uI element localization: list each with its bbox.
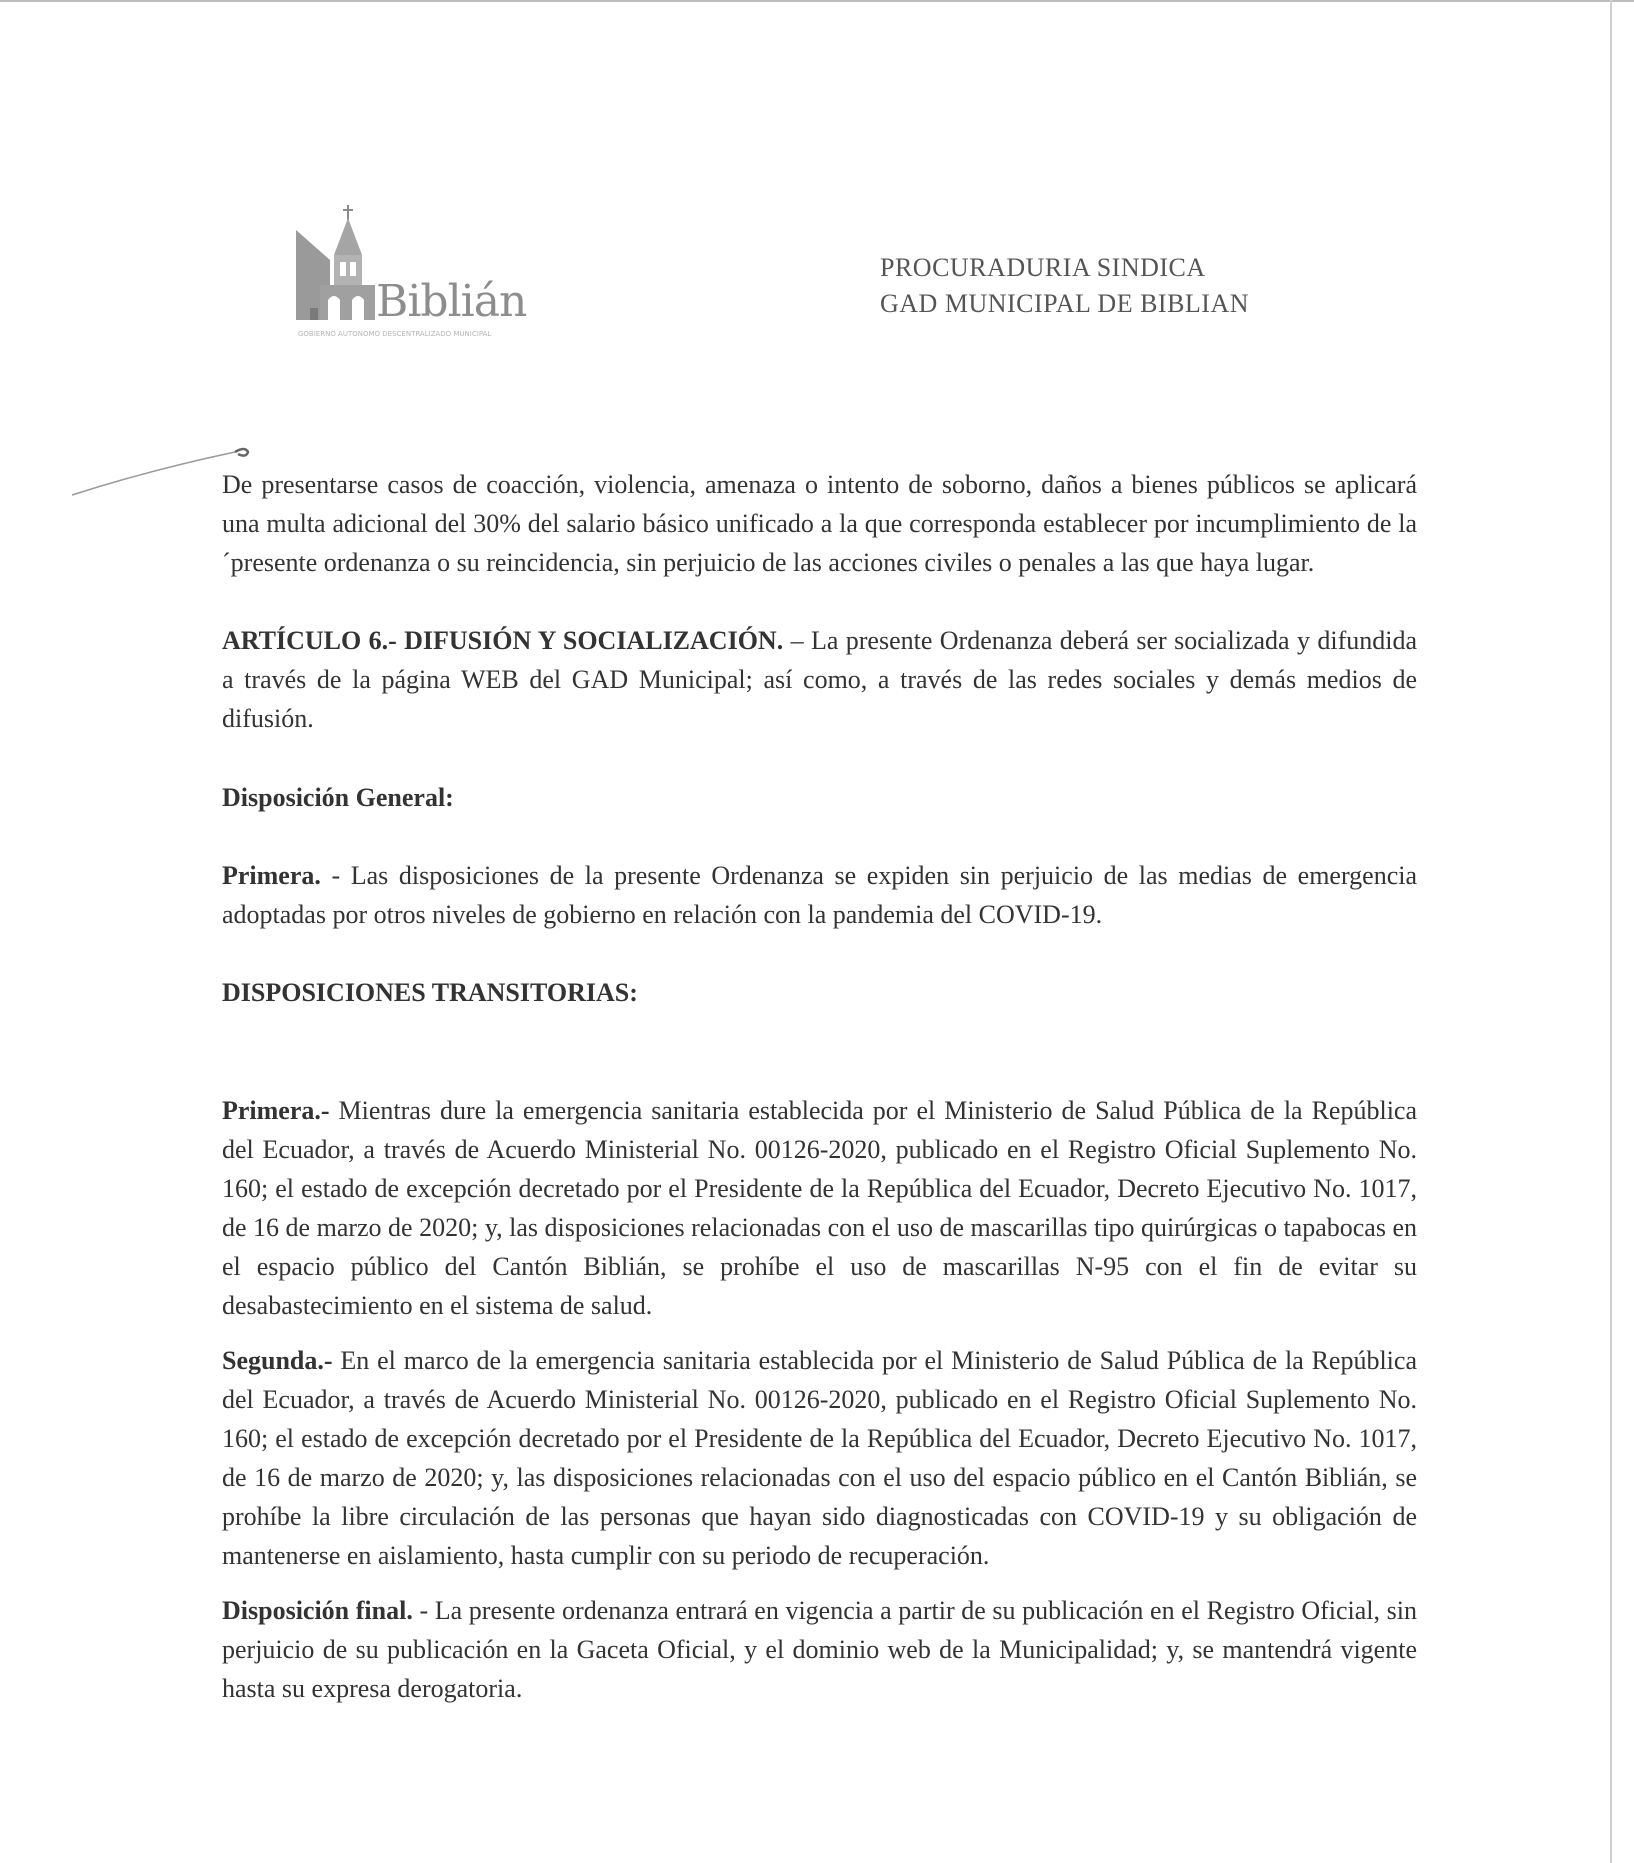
transitional-title: DISPOSICIONES TRANSITORIAS: xyxy=(222,978,638,1007)
article-6 xyxy=(222,621,1417,738)
header-office: PROCURADURIA SINDICA xyxy=(880,253,1206,282)
final-provision-heading: Disposición final. xyxy=(222,1596,413,1625)
final-provision xyxy=(222,1591,1417,1708)
transitional-first xyxy=(222,1091,1417,1325)
article-6-heading: ARTÍCULO 6.- DIFUSIÓN Y SOCIALIZACIÓN. xyxy=(222,626,784,655)
header-institution: GAD MUNICIPAL DE BIBLIAN xyxy=(880,289,1250,318)
transitional-second-heading: Segunda.- xyxy=(222,1346,333,1375)
transitional-first-text: Mientras dure la emergencia sanitaria establecida por el Ministerio de Salud Pública de la República del Ecuador, a través de Acuerdo Ministerial No. 00126-2020, publicado en el Registro Oficial Suplemento No. 160; el estado de excepción decretado por el Presidente de la República del Ecuador, Decreto Ejecutivo No. 1017, de 16 de marzo de 2020; y, las disposiciones relacionadas con el uso de mascarillas tipo quirúrgicas o tapabocas en el espacio público del Cantón Biblián, se prohíbe el uso de mascarillas N-95 con el fin de evitar su desabastecimiento en el sistema de salud. xyxy=(222,1096,1417,1320)
transitional-first-heading: Primera.- xyxy=(222,1096,330,1125)
page-right-edge xyxy=(1610,0,1612,1863)
logo-tagline: GOBIERNO AUTÓNOMO DESCENTRALIZADO MUNICIPAL xyxy=(298,330,492,338)
document-body xyxy=(222,465,1417,1708)
general-first-heading: Primera. xyxy=(222,861,321,890)
transitional-provisions-heading xyxy=(222,973,1417,1012)
page-top-edge xyxy=(0,0,1634,2)
document-header xyxy=(880,250,1249,322)
transitional-second xyxy=(222,1341,1417,1575)
general-first-text: - Las disposiciones de la presente Ordenanza se expiden sin perjuicio de las medias de emergencia adoptadas por otros niveles de gobierno en relación con la pandemia del COVID-19. xyxy=(222,861,1417,929)
article-6-text: – La presente Ordenanza deberá ser socializada y difundida a través de la página WEB del GAD Municipal; así como, a través de las redes sociales y demás medios de difusión. xyxy=(222,626,1417,733)
logo-wordmark: Biblián xyxy=(376,276,527,327)
transitional-second-text: En el marco de la emergencia sanitaria establecida por el Ministerio de Salud Pública de la República del Ecuador, a través de Acuerdo Ministerial No. 00126-2020, publicado en el Registro Oficial Suplemento No. 160; el estado de excepción decretado por el Presidente de la República del Ecuador, Decreto Ejecutivo No. 1017, de 16 de marzo de 2020; y, las disposiciones relacionadas con el uso del espacio público en el Cantón Biblián, se prohíbe la libre circulación de las personas que hayan sido diagnosticadas con COVID-19 y su obligación de mantenerse en aislamiento, hasta cumplir con su periodo de recuperación. xyxy=(222,1346,1417,1570)
church-icon xyxy=(290,200,390,330)
final-provision-text: - La presente ordenanza entrará en vigencia a partir de su publicación en el Registro Oficial, sin perjuicio de su publicación en la Gaceta Oficial, y el dominio web de la Municipalidad; y, se mantendrá vigente hasta su expresa derogatoria. xyxy=(222,1596,1417,1703)
general-provision-title: Disposición General: xyxy=(222,783,454,812)
general-provision-first xyxy=(222,856,1417,934)
paragraph-sanctions: De presentarse casos de coacción, violencia, amenaza o intento de soborno, daños a bienes públicos se aplicará una multa adicional del 30% del salario básico unificado a la que corresponda establecer por incumplimiento de la ´presente ordenanza o su reincidencia, sin perjuicio de las acciones civiles o penales a las que haya lugar. xyxy=(222,470,1417,577)
general-provision-heading xyxy=(222,778,1417,817)
municipal-logo xyxy=(290,200,550,350)
